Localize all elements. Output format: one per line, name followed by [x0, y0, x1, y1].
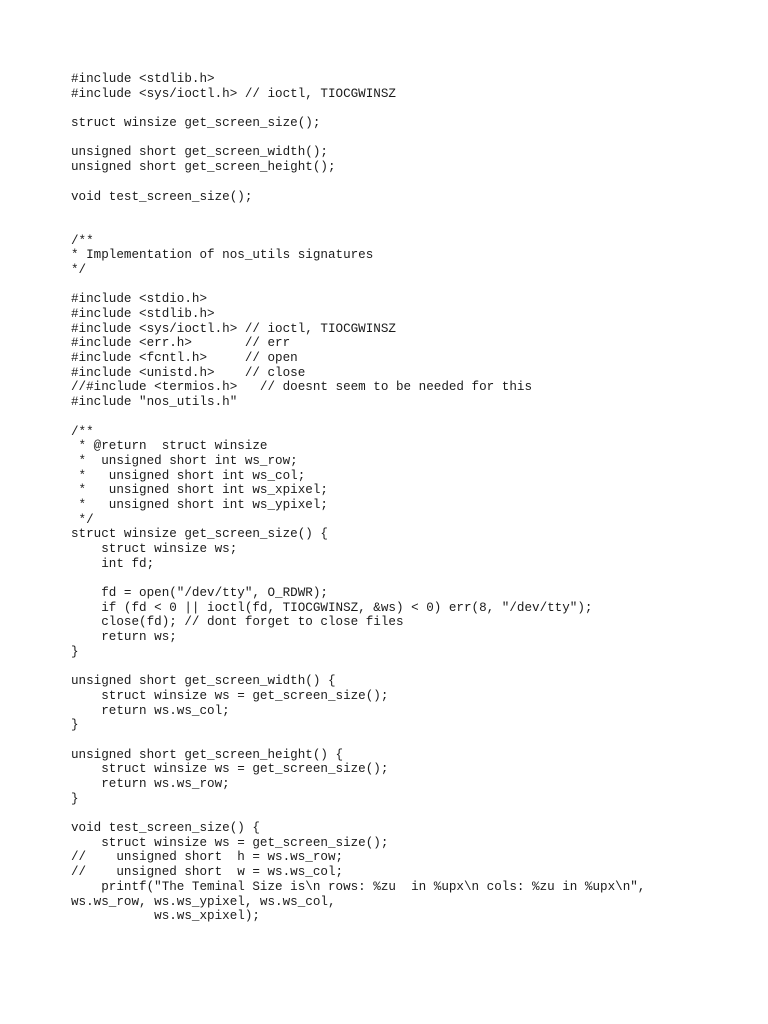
code-line: return ws.ws_col; — [71, 703, 230, 718]
code-line: #include <sys/ioctl.h> // ioctl, TIOCGWINSZ — [71, 321, 396, 336]
code-line: #include "nos_utils.h" — [71, 395, 238, 410]
code-line — [71, 101, 645, 116]
code-listing — [71, 72, 645, 924]
code-line — [71, 219, 645, 234]
code-line — [71, 733, 645, 748]
code-line: // unsigned short h = ws.ws_row; — [71, 850, 344, 865]
code-line — [71, 204, 645, 219]
code-line: struct winsize ws = get_screen_size(); — [71, 762, 389, 777]
code-line: unsigned short get_screen_height(); — [71, 160, 336, 175]
code-line: * unsigned short int ws_col; — [71, 468, 306, 483]
code-line — [71, 175, 645, 190]
code-line: * unsigned short int ws_xpixel; — [71, 483, 328, 498]
code-line: * unsigned short int ws_ypixel; — [71, 497, 328, 512]
code-line: */ — [71, 262, 87, 277]
code-line: #include <sys/ioctl.h> // ioctl, TIOCGWINSZ — [71, 86, 396, 101]
code-line: int fd; — [71, 556, 155, 571]
code-line — [71, 278, 645, 293]
code-line: struct winsize ws; — [71, 542, 238, 556]
code-line: struct winsize ws = get_screen_size(); — [71, 835, 389, 850]
code-line: } — [71, 644, 79, 659]
code-line: */ — [71, 512, 94, 527]
code-line: void test_screen_size() { — [71, 821, 260, 836]
code-line: if (fd < 0 || ioctl(fd, TIOCGWINSZ, &ws) < 0) err(8, "/dev/tty"); — [71, 600, 593, 615]
code-line: // unsigned short w = ws.ws_col; — [71, 865, 344, 880]
code-line: #include <stdlib.h> — [71, 72, 215, 86]
code-line: struct winsize get_screen_size() { — [71, 527, 328, 542]
code-line: return ws; — [71, 630, 177, 645]
code-line: //#include <termios.h> // doesnt seem to be needed for this — [71, 380, 533, 395]
code-line: fd = open("/dev/tty", O_RDWR); — [71, 586, 328, 601]
code-line: * unsigned short int ws_row; — [71, 453, 298, 468]
code-line: unsigned short get_screen_height() { — [71, 747, 344, 762]
code-line: /** — [71, 424, 94, 439]
code-line: * Implementation of nos_utils signatures — [71, 248, 374, 263]
code-line: #include <stdlib.h> — [71, 307, 215, 321]
code-line: #include <err.h> // err — [71, 336, 291, 351]
code-line: #include <stdio.h> — [71, 292, 208, 307]
code-line — [71, 660, 645, 675]
code-line — [71, 131, 645, 146]
code-line: ws.ws_xpixel); — [71, 909, 260, 924]
code-line — [71, 806, 645, 821]
code-line: } — [71, 718, 79, 733]
code-line: return ws.ws_row; — [71, 777, 230, 791]
code-line — [71, 571, 645, 586]
code-line: #include <unistd.h> // close — [71, 365, 306, 380]
code-line: printf("The Teminal Size is\n rows: %zu in %upx\n cols: %zu in %upx\n", — [71, 879, 646, 894]
code-line: close(fd); // dont forget to close files — [71, 615, 404, 630]
code-line — [71, 410, 645, 425]
code-line: #include <fcntl.h> // open — [71, 351, 298, 366]
code-line: ws.ws_row, ws.ws_ypixel, ws.ws_col, — [71, 894, 336, 909]
code-line: struct winsize get_screen_size(); — [71, 116, 321, 131]
code-line: /** — [71, 233, 94, 248]
code-line: unsigned short get_screen_width(); — [71, 145, 328, 160]
code-line: * @return struct winsize — [71, 439, 268, 454]
code-line: unsigned short get_screen_width() { — [71, 674, 336, 689]
code-line: void test_screen_size(); — [71, 189, 253, 204]
code-line: } — [71, 791, 79, 806]
code-line: struct winsize ws = get_screen_size(); — [71, 688, 389, 703]
